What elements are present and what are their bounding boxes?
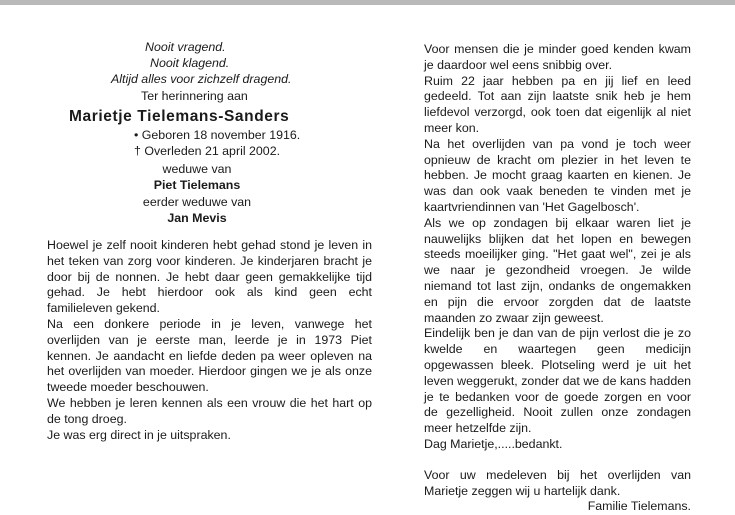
motto <box>47 40 373 87</box>
earlier-widow-of-label: eerder weduwe van <box>142 195 252 210</box>
signature: Familie Tielemans. <box>587 499 691 514</box>
paragraph: Hoewel je zelf nooit kinderen hebt gehad stond je leven in het teken van zorg voor kinderen. Je kinderjaren bracht je door bij de nonnen. Je hebt daar geen gemakkelijke tijd gehad. Je hebt hierdoor ook als kind geen echt familieleven gekend. <box>47 237 372 316</box>
spacer <box>424 453 691 468</box>
farewell-line: Dag Marietje,.....bedankt. <box>424 436 563 451</box>
death-date: † Overleden 21 april 2002. <box>134 143 281 158</box>
widow-of-label: weduwe van <box>162 161 232 176</box>
paragraph: Na het overlijden van pa vond je toch weer opnieuw de kracht om plezier in het leven te hebben. Je mocht graag kaarten en kienen. Je was dan ook vaak beneden te vinden met je kaartvriendinnen van 'Het Gagelbosch'. <box>424 136 691 214</box>
motto-line: Nooit klagend. <box>150 55 230 70</box>
motto-line: Altijd alles voor zichzelf dragend. <box>111 71 292 86</box>
deceased-name: Marietje Tielemans-Sanders <box>69 108 290 126</box>
left-text <box>47 238 372 443</box>
left-column <box>47 40 373 443</box>
paragraph: We hebben je leren kennen als een vrouw die het hart op de tong droeg. <box>47 395 372 426</box>
paragraph: Je was erg direct in je uitspraken. <box>47 427 231 442</box>
husband-name: Piet Tielemans <box>153 177 241 192</box>
paragraph: Eindelijk ben je dan van de pijn verlost die je zo kwelde en waartegen geen medicijn opgewassen bleek. Plotseling werd je uit het leven weggerukt, zonder dat we de kans hadden je te bedanken voor de goede zorgen en voor de gezelligheid. Nooit zullen onze zondagen meer hetzelfde zijn. <box>424 326 691 436</box>
memorial-card <box>0 5 735 514</box>
motto-line: Nooit vragend. <box>145 40 226 54</box>
paragraph: Als we op zondagen bij elkaar waren liet je nauwelijks blijken dat het lopen en bewegen steeds moeilijker ging. "Het gaat wel", zei je als we naar je gezondheid vroegen. Je wilde niemand tot last zijn, ondanks de ongemakken en pijn die ervoor zorgden dat de laatste maanden zo zwaar zijn geweest. <box>424 215 691 325</box>
remembrance-heading: Ter herinnering aan <box>141 89 248 104</box>
paragraph: Na een donkere periode in je leven, vanwege het overlijden van je eerste man, leerde je in 1973 Piet kennen. Je aandacht en liefde deden pa weer opleven na het overlijden van moeder. Hierdoor gingen we je als onze tweede moeder beschouwen. <box>47 316 372 395</box>
thanks-text: Voor uw medeleven bij het overlijden van Marietje zeggen wij u hartelijk dank. <box>424 467 691 498</box>
paragraph: Voor mensen die je minder goed kenden kwam je daardoor wel eens snibbig over. <box>424 42 691 72</box>
life-dates <box>47 128 373 160</box>
first-husband-name: Jan Mevis <box>167 211 227 226</box>
right-text <box>424 42 691 515</box>
right-column <box>424 42 691 515</box>
paragraph: Ruim 22 jaar hebben pa en jij lief en leed gedeeld. Tot aan zijn laatste snik heb je hem liefdevol verzorgd, ook toen dat eigenlijk al niet meer kon. <box>424 73 691 135</box>
birth-date: • Geboren 18 november 1916. <box>134 128 301 143</box>
